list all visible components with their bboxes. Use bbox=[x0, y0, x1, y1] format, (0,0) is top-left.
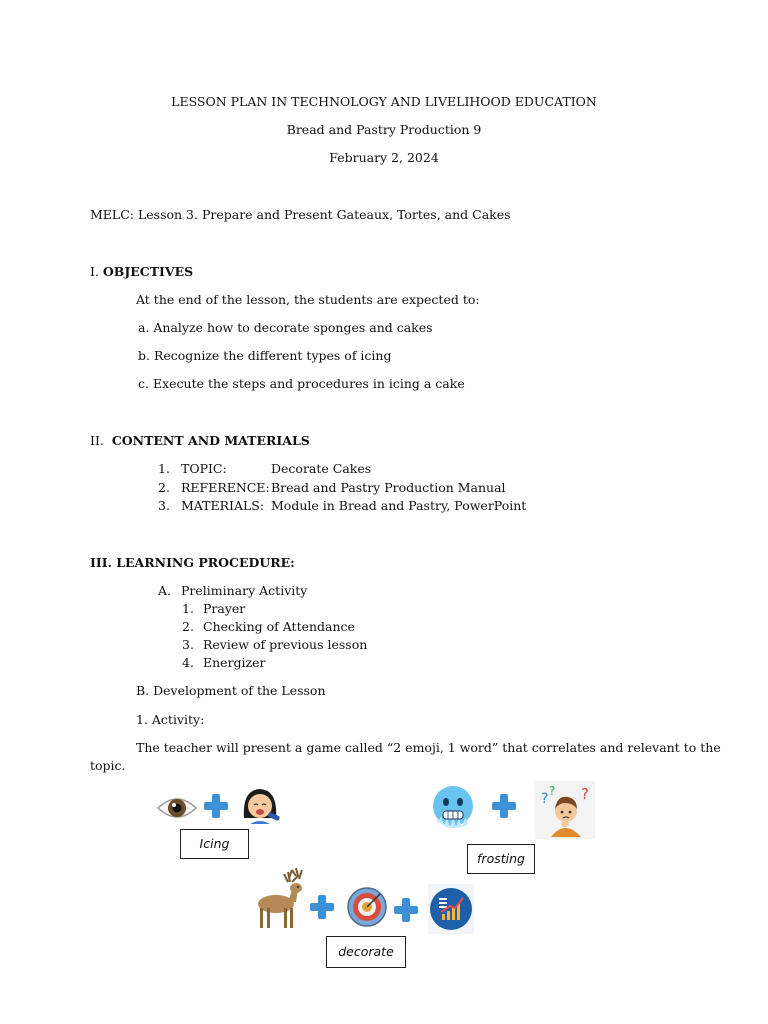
preliminary-title: Preliminary Activity bbox=[181, 583, 308, 598]
content-value-2: Bread and Pastry Production Manual bbox=[271, 480, 506, 495]
objective-item-b: b. Recognize the different types of icing bbox=[138, 348, 392, 363]
objectives-numeral: I. bbox=[90, 264, 99, 279]
answer-icing: Icing bbox=[180, 829, 249, 859]
content-heading bbox=[90, 433, 310, 448]
objectives-intro: At the end of the lesson, the students are expected to: bbox=[136, 292, 480, 307]
answer-decorate: decorate bbox=[326, 936, 406, 968]
svg-text:?: ? bbox=[549, 784, 556, 798]
content-value-3: Module in Bread and Pastry, PowerPoint bbox=[271, 498, 527, 513]
document-subject: Bread and Pastry Production 9 bbox=[286, 122, 482, 137]
content-value-1: Decorate Cakes bbox=[271, 461, 372, 476]
plus-icon bbox=[202, 792, 230, 820]
cold-face-icon bbox=[430, 784, 476, 832]
content-label-2: REFERENCE: bbox=[181, 480, 270, 495]
objectives-heading bbox=[90, 264, 193, 279]
chart-icon bbox=[428, 884, 474, 934]
content-num-3: 3. bbox=[158, 498, 170, 513]
preliminary-letter: A. bbox=[158, 583, 172, 598]
answer-frosting: frosting bbox=[467, 844, 535, 874]
preliminary-item-1: Prayer bbox=[203, 601, 246, 616]
plus-icon bbox=[392, 896, 420, 924]
content-label-1: TOPIC: bbox=[181, 461, 227, 476]
content-label-3: MATERIALS: bbox=[181, 498, 265, 513]
melc-line: MELC: Lesson 3. Prepare and Present Gateaux, Tortes, and Cakes bbox=[90, 207, 511, 222]
content-num-2: 2. bbox=[158, 480, 170, 495]
activity-text-line1: The teacher will present a game called “2 emoji, 1 word” that correlates and relevant to the bbox=[136, 740, 721, 755]
document-title: LESSON PLAN IN TECHNOLOGY AND LIVELIHOOD EDUCATION bbox=[171, 94, 597, 109]
preliminary-item-4: Energizer bbox=[203, 655, 266, 670]
document-date: February 2, 2024 bbox=[329, 150, 439, 165]
confused-person-icon bbox=[535, 781, 595, 839]
plus-icon bbox=[490, 792, 518, 820]
objectives-title: OBJECTIVES bbox=[102, 264, 194, 279]
svg-text:?: ? bbox=[581, 785, 589, 803]
eye-icon bbox=[156, 790, 198, 826]
objective-item-c: c. Execute the steps and procedures in icing a cake bbox=[138, 376, 465, 391]
content-num-1: 1. bbox=[158, 461, 170, 476]
target-icon bbox=[346, 886, 388, 928]
activity-heading: 1. Activity: bbox=[136, 712, 205, 727]
objective-item-a: a. Analyze how to decorate sponges and cakes bbox=[138, 320, 433, 335]
procedure-heading: III. LEARNING PROCEDURE: bbox=[90, 555, 295, 570]
preliminary-num-3: 3. bbox=[182, 637, 194, 652]
preliminary-num-1: 1. bbox=[182, 601, 194, 616]
preliminary-num-4: 4. bbox=[182, 655, 194, 670]
development-heading: B. Development of the Lesson bbox=[136, 683, 326, 698]
woman-singing-icon bbox=[236, 784, 284, 826]
content-numeral: II. bbox=[90, 433, 104, 448]
deer-icon bbox=[252, 866, 314, 932]
svg-text:?: ? bbox=[541, 791, 549, 807]
preliminary-item-2: Checking of Attendance bbox=[203, 619, 355, 634]
plus-icon bbox=[308, 893, 336, 921]
preliminary-num-2: 2. bbox=[182, 619, 194, 634]
activity-text-line2: topic. bbox=[90, 758, 126, 773]
content-title: CONTENT AND MATERIALS bbox=[111, 433, 310, 448]
preliminary-item-3: Review of previous lesson bbox=[203, 637, 368, 652]
